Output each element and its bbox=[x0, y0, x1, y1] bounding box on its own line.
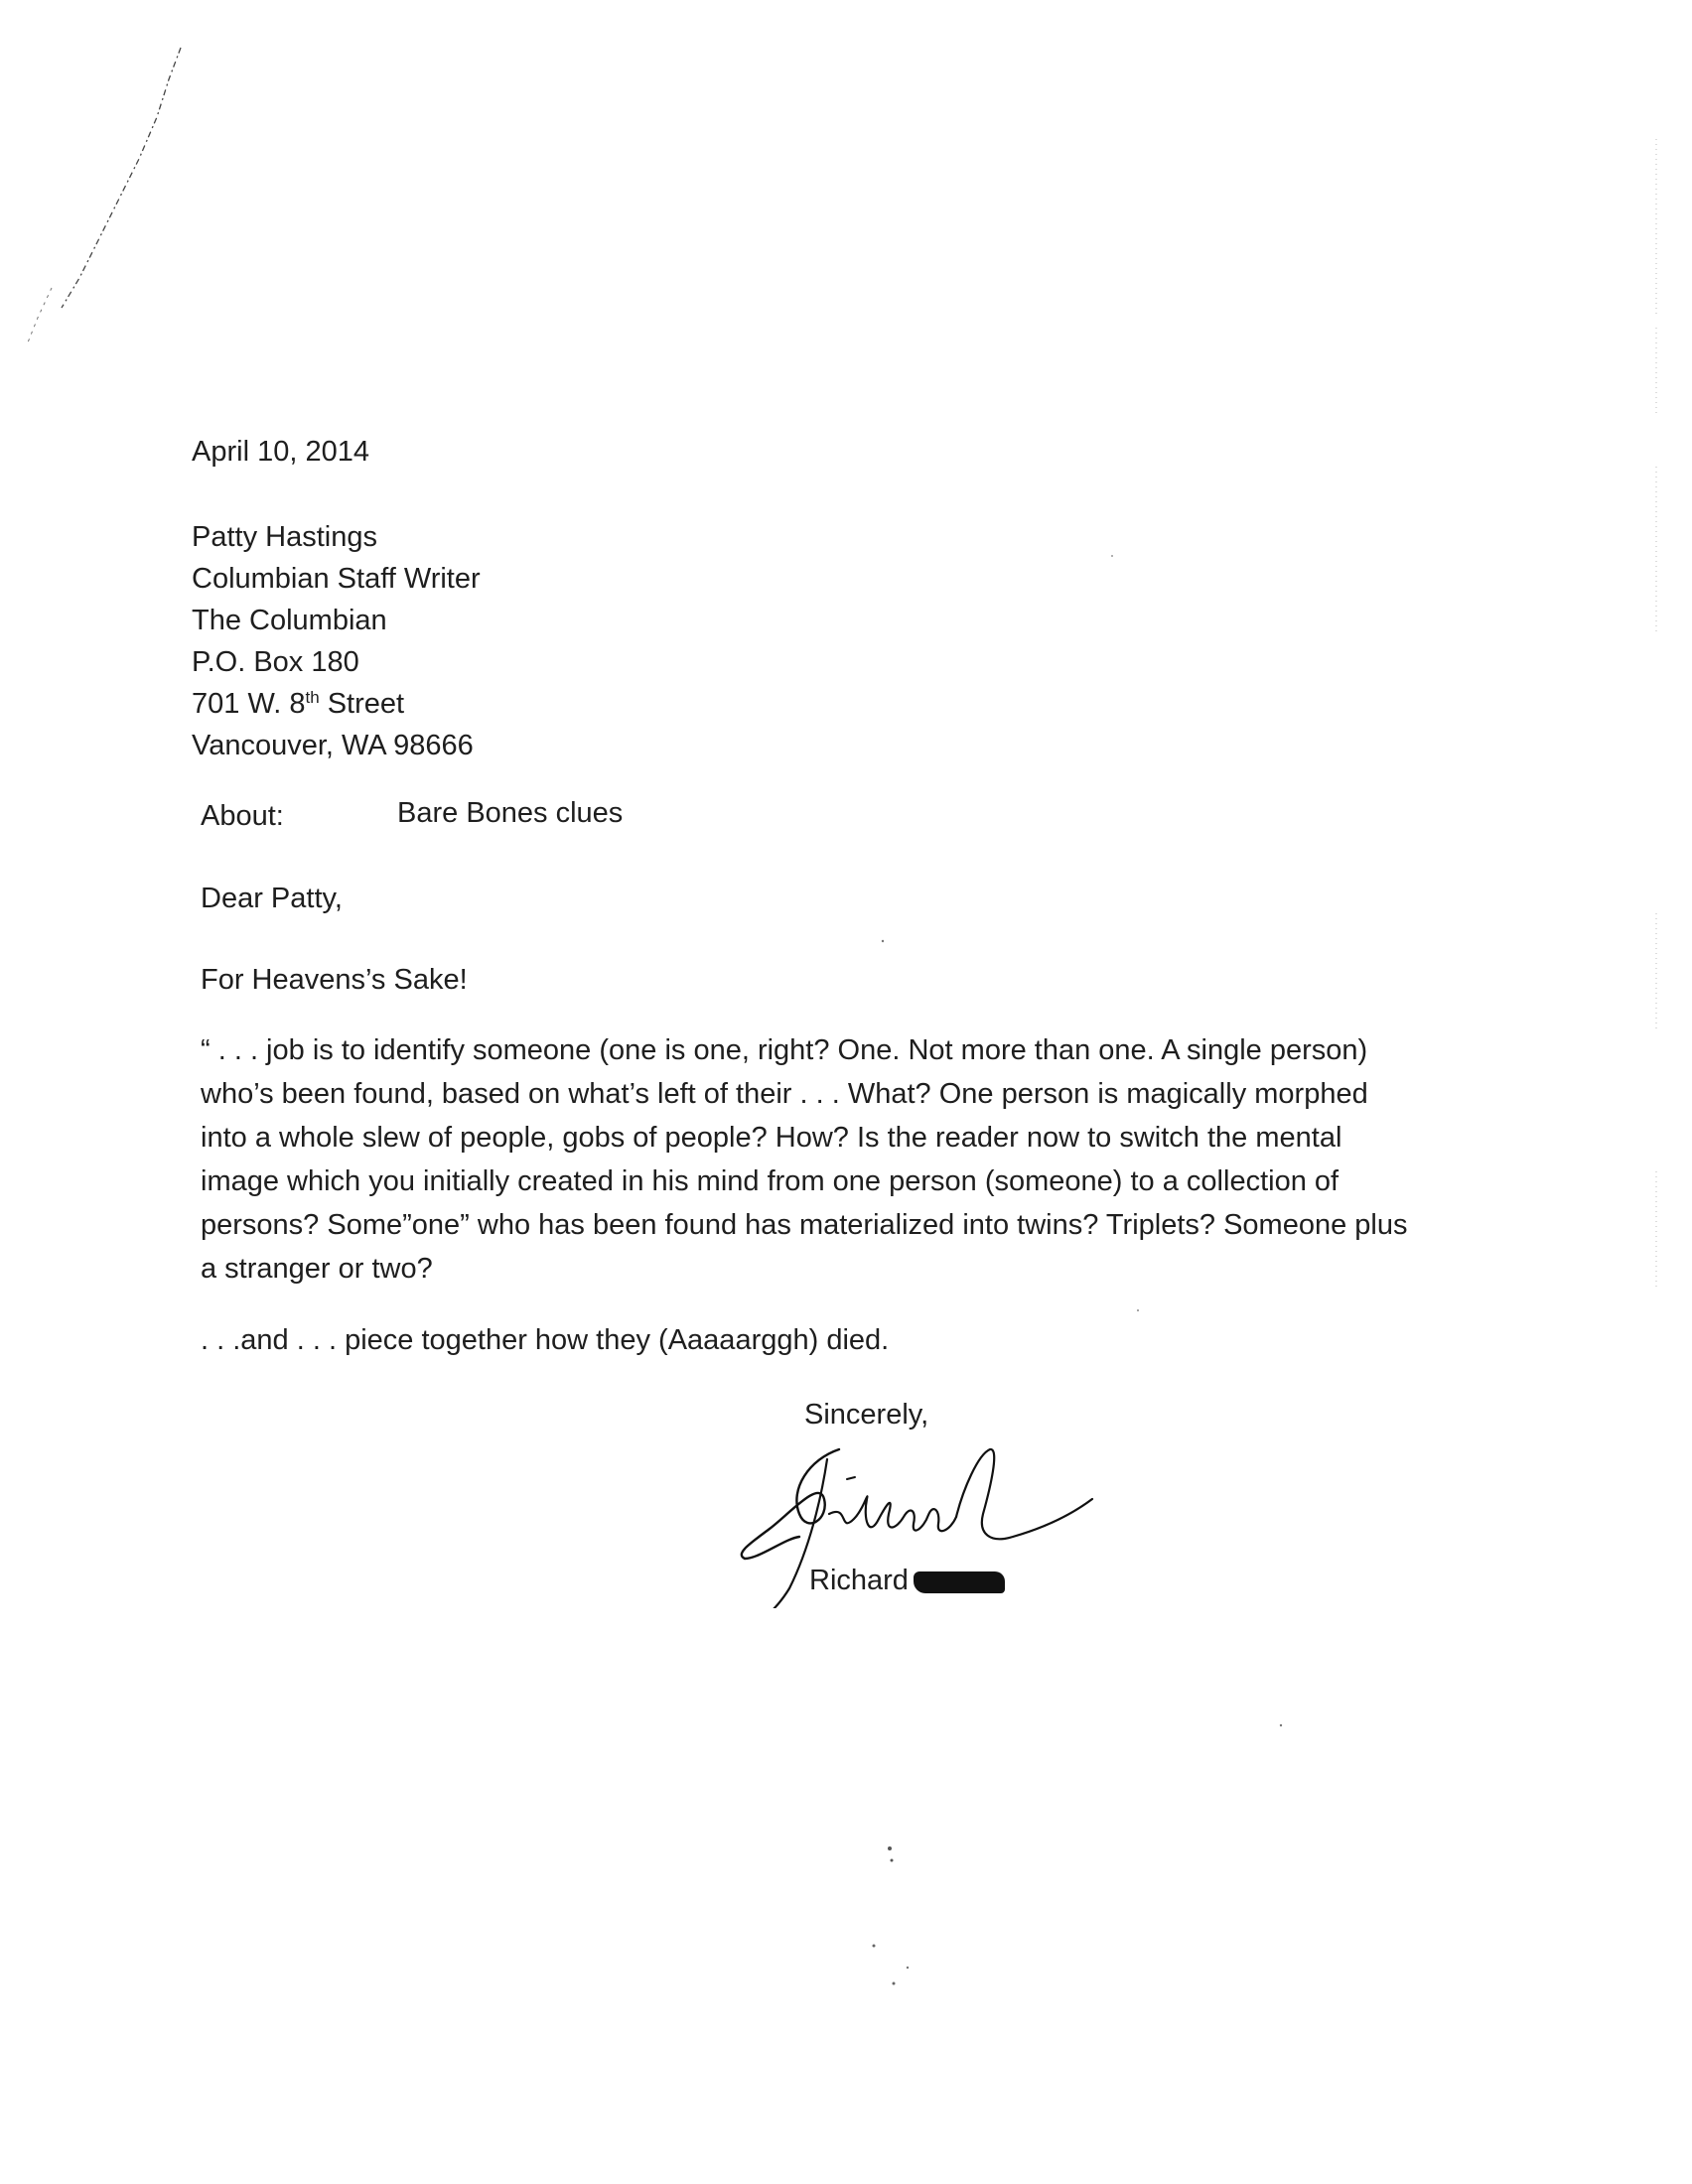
closing-line: . . .and . . . piece together how they (Aaaaarggh) died. bbox=[201, 1324, 890, 1356]
body-line: into a whole slew of people, gobs of people? How? Is the reader now to switch the mental bbox=[201, 1122, 1342, 1154]
body-line: persons? Some”one” who has been found has materialized into twins? Triplets? Someone plus bbox=[201, 1209, 1408, 1241]
recipient-name: Patty Hastings bbox=[192, 521, 377, 553]
body-line: a stranger or two? bbox=[201, 1253, 433, 1285]
signer-name: Richard bbox=[809, 1565, 909, 1596]
letter-date: April 10, 2014 bbox=[192, 436, 369, 468]
recipient-address-block bbox=[192, 516, 481, 766]
street-superscript: th bbox=[305, 688, 320, 707]
salutation: Dear Patty, bbox=[201, 883, 343, 914]
sign-off: Sincerely, bbox=[804, 1399, 929, 1431]
recipient-street bbox=[192, 683, 481, 725]
recipient-organization: The Columbian bbox=[192, 605, 387, 636]
body-line: “ . . . job is to identify someone (one is one, right? One. Not more than one. A single person) bbox=[201, 1034, 1368, 1066]
street-prefix: 701 W. 8 bbox=[192, 688, 306, 720]
body-line: who’s been found, based on what’s left of their . . . What? One person is magically morphed bbox=[201, 1078, 1368, 1110]
redaction-mark bbox=[914, 1571, 1005, 1593]
exclamation-line: For Heavens’s Sake! bbox=[201, 964, 468, 996]
body-paragraph bbox=[201, 1028, 1491, 1291]
recipient-city-line: Vancouver, WA 98666 bbox=[192, 730, 474, 761]
recipient-po-box: P.O. Box 180 bbox=[192, 646, 359, 678]
about-label: About: bbox=[201, 800, 284, 832]
street-suffix: Street bbox=[319, 688, 405, 720]
body-line: image which you initially created in his mind from one person (someone) to a collection of bbox=[201, 1165, 1340, 1197]
recipient-title: Columbian Staff Writer bbox=[192, 563, 481, 595]
about-value: Bare Bones clues bbox=[397, 797, 624, 829]
